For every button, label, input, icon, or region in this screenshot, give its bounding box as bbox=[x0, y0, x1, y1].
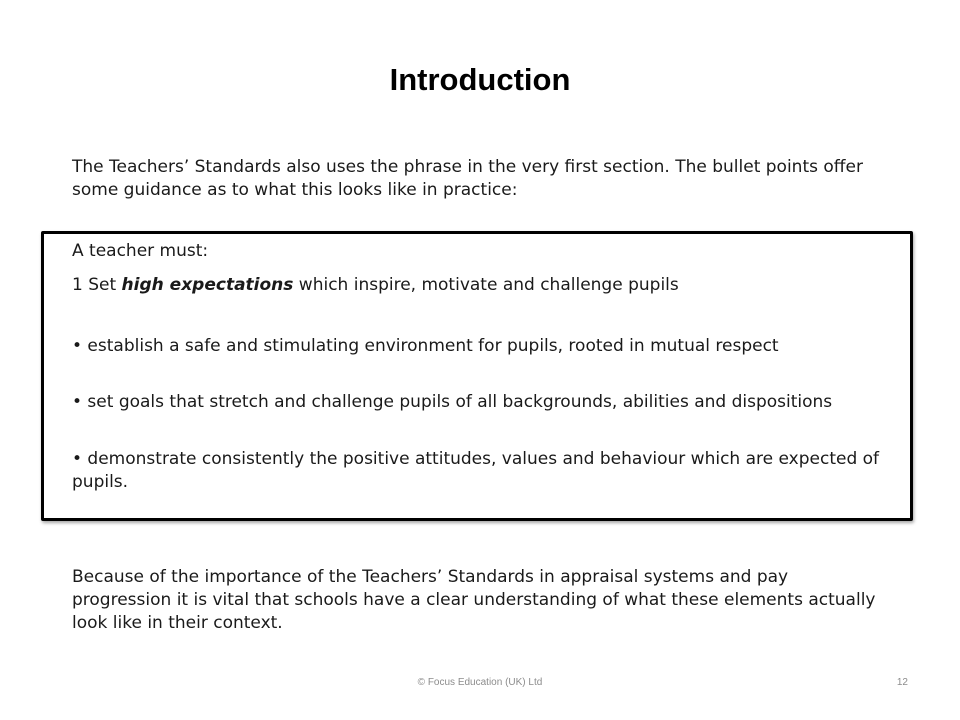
footer-copyright: © Focus Education (UK) Ltd bbox=[417, 677, 543, 688]
box-heading: A teacher must: bbox=[72, 241, 209, 261]
teacher-standards-box bbox=[41, 231, 913, 521]
bullet-item: • demonstrate consistently the positive attitudes, values and behaviour which are expected of pupils. bbox=[72, 449, 880, 492]
intro-paragraph: The Teachers’ Standards also uses the phrase in the very first section. The bullet points offer some guidance as to what this looks like in practice: bbox=[72, 157, 863, 200]
page-number: 12 bbox=[896, 677, 908, 688]
standard-one bbox=[72, 274, 892, 297]
bullet-item: • establish a safe and stimulating environment for pupils, rooted in mutual respect bbox=[72, 336, 779, 356]
standard-prefix: 1 Set bbox=[72, 275, 122, 295]
slide-title: Introduction bbox=[389, 62, 571, 97]
bullet-item: • set goals that stretch and challenge pupils of all backgrounds, abilities and dispositions bbox=[72, 392, 833, 412]
standard-suffix: which inspire, motivate and challenge pupils bbox=[293, 275, 679, 295]
standard-emphasis: high expectations bbox=[121, 275, 294, 295]
closing-paragraph: Because of the importance of the Teachers’ Standards in appraisal systems and pay progression it is vital that schools have a clear understanding of what these elements actually look like in their context. bbox=[72, 567, 876, 633]
